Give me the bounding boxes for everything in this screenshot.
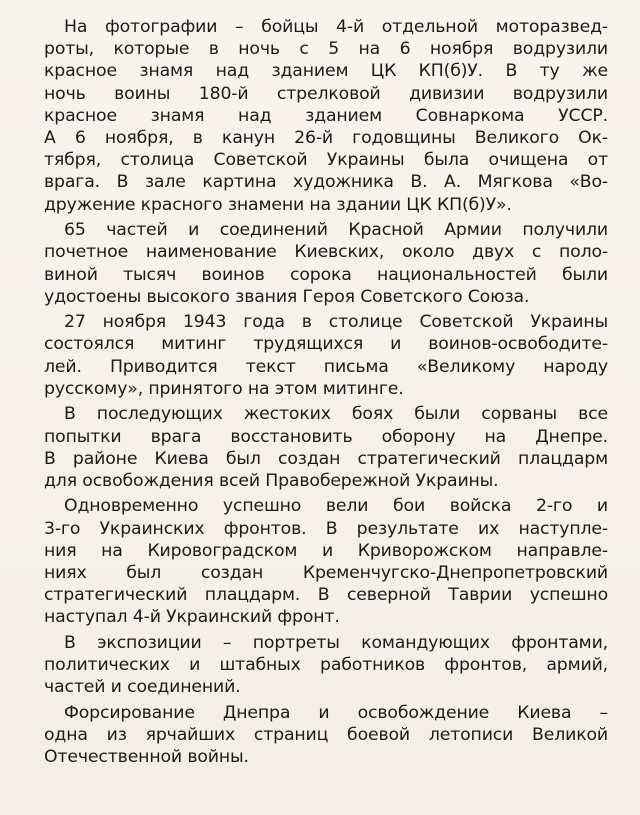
text-line: врага. В зале картина художника В. А. Мягкова «Во- bbox=[44, 172, 608, 193]
text-line: ния на Кировоградском и Криворожском направле- bbox=[44, 540, 608, 561]
text-line: роты, которые в ночь с 5 на 6 ноября водрузили bbox=[44, 39, 608, 60]
text-line: Одновременно успешно вели бои войска 2-го и bbox=[64, 496, 608, 517]
paragraph-photo-description bbox=[44, 16, 608, 216]
paragraph-rally bbox=[44, 311, 608, 400]
text-line: русскому», принятого на этом митинге. bbox=[44, 378, 404, 399]
paragraph-bridgehead bbox=[44, 403, 608, 492]
text-line: попытки врага восстановить оборону на Днепре. bbox=[44, 426, 608, 447]
text-line: В экспозиции – портреты командующих фронтами, bbox=[64, 632, 608, 653]
paragraph-honorary-names bbox=[44, 219, 608, 308]
text-line: ночь воины 180-й стрелковой дивизии водрузили bbox=[44, 83, 608, 104]
text-line: почетное наименование Киевских, около двух с поло- bbox=[44, 242, 608, 263]
text-line: На фотографии – бойцы 4-й отдельной моторазвед- bbox=[64, 17, 608, 37]
text-line: лей. Приводится текст письма «Великому народу bbox=[44, 356, 608, 377]
text-line: 3-го Украинских фронтов. В результате их наступле- bbox=[44, 518, 608, 539]
text-line: Отечественной войны. bbox=[44, 747, 249, 768]
text-line: Форсирование Днепра и освобождение Киева – bbox=[64, 702, 608, 723]
text-line: 65 частей и соединений Красной Армии получили bbox=[64, 220, 608, 241]
text-line: виной тысяч воинов сорока национальностей были bbox=[44, 264, 608, 285]
text-line: частей и соединений. bbox=[44, 677, 241, 698]
text-line: стратегический плацдарм. В северной Таврии успешно bbox=[44, 585, 608, 606]
text-line: для освобождения всей Правобережной Украины. bbox=[44, 470, 499, 491]
text-line: тября, столица Советской Украины была очищена от bbox=[44, 150, 608, 171]
text-line: дружение красного знамени на здании ЦК КП(б)У». bbox=[44, 194, 512, 215]
text-line: красное знамя над зданием ЦК КП(б)У. В ту же bbox=[44, 61, 608, 82]
text-line: В районе Киева был создан стратегический плацдарм bbox=[44, 448, 608, 469]
text-line: удостоены высокого звания Героя Советского Союза. bbox=[44, 286, 530, 307]
text-line: А 6 ноября, в канун 26-й годовщины Великого Ок- bbox=[44, 128, 608, 149]
paragraph-fronts bbox=[44, 495, 608, 628]
paragraph-conclusion bbox=[44, 702, 608, 769]
text-line: политических и штабных работников фронтов, армий, bbox=[44, 655, 608, 676]
text-line: ниях был создан Кременчугско-Днепропетровский bbox=[44, 563, 608, 584]
paragraph-exposition bbox=[44, 632, 608, 699]
document-text bbox=[44, 16, 608, 768]
text-line: 27 ноября 1943 года в столице Советской Украины bbox=[64, 312, 608, 333]
text-line: наступал 4-й Украинский фронт. bbox=[44, 607, 340, 628]
text-line: красное знамя над зданием Совнаркома УССР. bbox=[44, 105, 608, 126]
text-line: В последующих жестоких боях были сорваны все bbox=[64, 404, 608, 425]
text-line: одна из ярчайших страниц боевой летописи Великой bbox=[44, 725, 608, 746]
text-line: состоялся митинг трудящихся и воинов-освободите- bbox=[44, 334, 608, 355]
